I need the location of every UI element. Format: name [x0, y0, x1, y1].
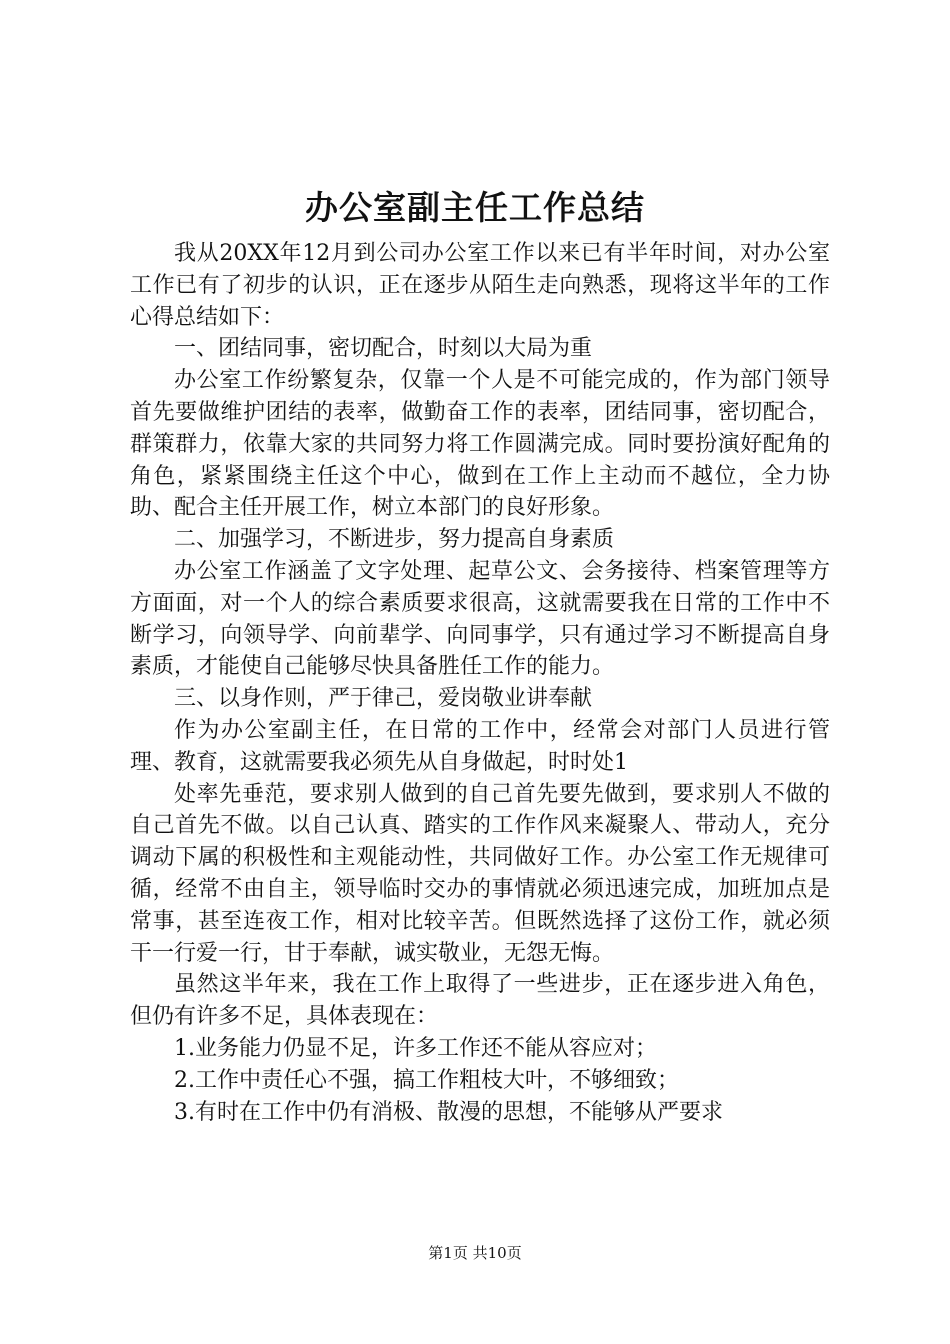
- section-heading-2: 二、加强学习，不断进步，努力提高自身素质: [174, 527, 615, 553]
- list-item-2: 2.工作中责任心不强，搞工作粗枝大叶，不够细致；: [174, 1067, 679, 1093]
- paragraph-section-1: 办公室工作纷繁复杂，仅靠一个人是不可能完成的，作为部门领导首先要做维护团结的表率，做勤奋工作的表率，团结同事，密切配合，群策群力，依靠大家的共同努力将工作圆满完成。同时要扮演好配角的角色，紧紧围绕主任这个中心，做到在工作上主动而不越位，全力协助、配合主任开展工作，树立本部门的良好形象。: [130, 368, 830, 521]
- paragraph-section-3b: 处率先垂范，要求别人做到的自己首先要先做到，要求别人不做的自己首先不做。以自己认真、踏实的工作作风来凝聚人、带动人，充分调动下属的积极性和主观能动性，共同做好工作。办公室工作无规律可循，经常不由自主，领导临时交办的事情就必须迅速完成，加班加点是常事，甚至连夜工作，相对比较辛苦。但既然选择了这份工作，就必须干一行爱一行，甘于奉献，诚实敬业，无怨无悔。: [130, 781, 830, 966]
- paragraph-intro: 我从20XX年12月到公司办公室工作以来已有半年时间，对办公室工作已有了初步的认识，正在逐步从陌生走向熟悉，现将这半年的工作心得总结如下：: [130, 241, 830, 330]
- paragraph-shortcomings: 虽然这半年来，我在工作上取得了一些进步，正在逐步进入角色，但仍有许多不足，具体表现在：: [130, 972, 830, 1030]
- list-item-3: 3.有时在工作中仍有消极、散漫的思想，不能够从严要求: [174, 1099, 723, 1125]
- document-title: 办公室副主任工作总结: [305, 188, 645, 227]
- paragraph-section-3a: 作为办公室副主任，在日常的工作中，经常会对部门人员进行管理、教育，这就需要我必须先从自身做起，时时处1: [130, 717, 830, 775]
- section-heading-1: 一、团结同事，密切配合，时刻以大局为重: [174, 336, 593, 362]
- document-body: [130, 238, 830, 1128]
- paragraph-section-2: 办公室工作涵盖了文字处理、起草公文、会务接待、档案管理等方方面面，对一个人的综合素质要求很高，这就需要我在日常的工作中不断学习，向领导学、向前辈学、向同事学，只有通过学习不断提高自身素质，才能使自己能够尽快具备胜任工作的能力。: [130, 558, 830, 680]
- list-item-1: 1.业务能力仍显不足，许多工作还不能从容应对；: [174, 1035, 657, 1061]
- section-heading-3: 三、以身作则，严于律己，爱岗敬业讲奉献: [174, 686, 593, 712]
- page-footer: 第1页 共10页: [428, 1244, 522, 1262]
